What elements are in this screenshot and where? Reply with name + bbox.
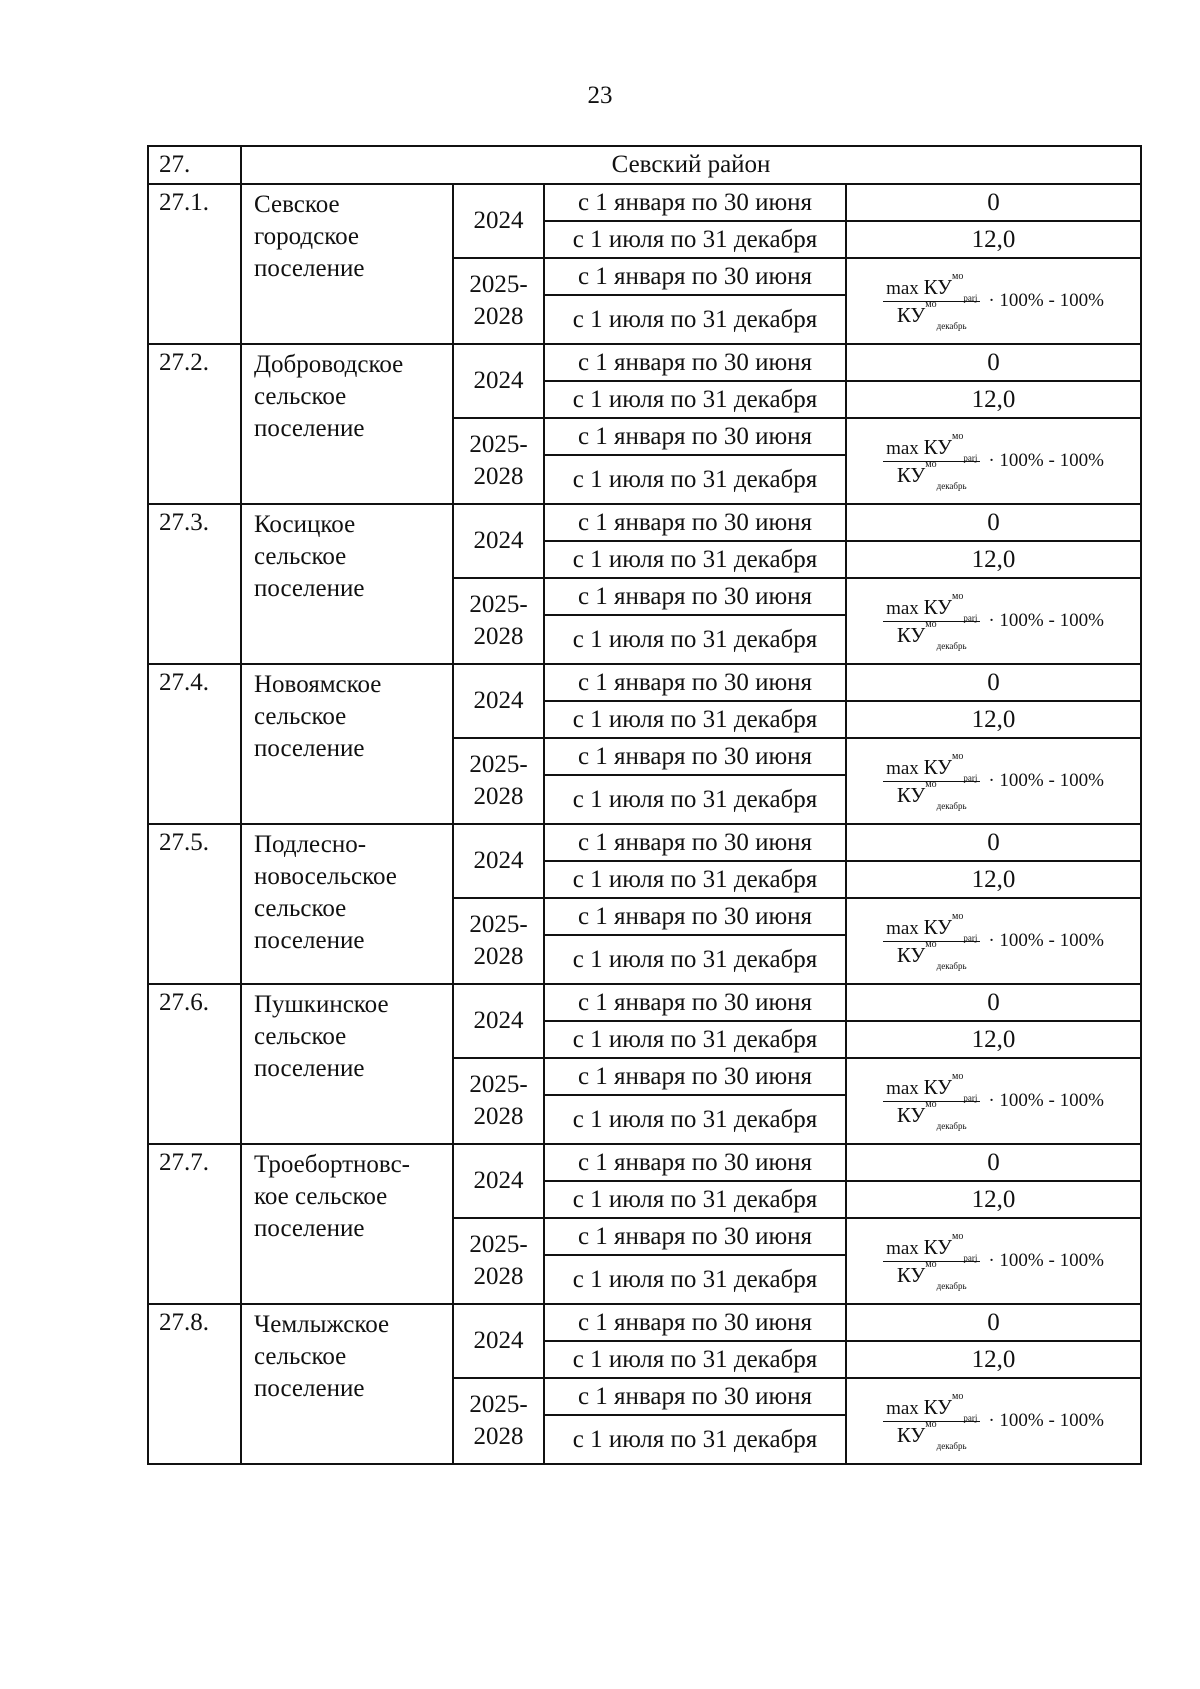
period-text: с 1 января по 30 июня [577, 188, 813, 216]
formula-sub: раrj [963, 772, 978, 783]
period-row-1 [148, 984, 1141, 1021]
year-range-start: 2025- [469, 1391, 528, 1418]
period-jul-dec [544, 1341, 846, 1378]
formula [853, 1070, 1134, 1131]
value-text: 0 [987, 188, 1000, 216]
formula-sup: мо [952, 910, 964, 922]
formula-denominator [896, 458, 967, 491]
period-row-1 [148, 184, 1141, 221]
formula-ku: КУ [923, 914, 953, 939]
formula-numerator [883, 750, 980, 783]
formula-ku: КУ [896, 302, 926, 327]
value-jul-dec [846, 1021, 1141, 1058]
formula-fraction [883, 750, 980, 811]
formula-sub: раrj [963, 1092, 978, 1103]
formula-ku: КУ [923, 754, 953, 779]
period-jan-jun [544, 184, 846, 221]
formula-rest: · 100% - 100% [988, 1250, 1104, 1271]
formula-sub: декабрь [936, 960, 967, 971]
year-range [453, 578, 544, 664]
settlement-number-text: 27.8. [159, 1309, 209, 1336]
formula-denominator [896, 298, 967, 331]
period-jul-dec [544, 221, 846, 258]
year-2024 [453, 184, 544, 258]
formula-rest: · 100% - 100% [988, 1410, 1104, 1431]
formula-sup: мо [925, 778, 937, 790]
formula-fraction [883, 1390, 980, 1451]
period-jul-dec [544, 295, 846, 344]
formula-denominator [896, 778, 967, 811]
period-jul-dec [544, 615, 846, 664]
formula-sub: раrj [963, 292, 978, 303]
year-2024 [453, 1144, 544, 1218]
formula-sup: мо [925, 458, 937, 470]
year-2024-text: 2024 [473, 847, 524, 874]
period-text: с 1 января по 30 июня [577, 1222, 813, 1250]
formula-max: max [886, 597, 919, 619]
formula-sub: декабрь [936, 1120, 967, 1131]
formula-ku: КУ [923, 1074, 953, 1099]
period-text: с 1 января по 30 июня [577, 262, 813, 290]
year-range-start: 2025- [469, 751, 528, 778]
period-text: с 1 июля по 31 декабря [572, 305, 818, 333]
year-range-end: 2028 [473, 1103, 524, 1130]
period-text: с 1 июля по 31 декабря [572, 545, 818, 573]
formula-cell [846, 578, 1141, 664]
period-text: с 1 июля по 31 декабря [572, 785, 818, 813]
formula [853, 1390, 1134, 1451]
formula-sup: мо [952, 270, 964, 282]
value-jan-jun [846, 1304, 1141, 1341]
period-text: с 1 января по 30 июня [577, 742, 813, 770]
value-jul-dec [846, 221, 1141, 258]
year-2024 [453, 1304, 544, 1378]
formula-ku: КУ [896, 782, 926, 807]
settlement-number [148, 504, 241, 664]
formula-sup: мо [952, 750, 964, 762]
formula-sup: мо [925, 938, 937, 950]
value-jul-dec [846, 861, 1141, 898]
formula [853, 910, 1134, 971]
formula-sub: раrj [963, 1412, 978, 1423]
formula-cell [846, 258, 1141, 344]
year-2024-text: 2024 [473, 1167, 524, 1194]
value-jan-jun [846, 824, 1141, 861]
formula [853, 270, 1134, 331]
period-row-1 [148, 1304, 1141, 1341]
formula-ku: КУ [896, 1262, 926, 1287]
period-text: с 1 июля по 31 декабря [572, 1105, 818, 1133]
year-range [453, 898, 544, 984]
period-jan-jun [544, 738, 846, 775]
period-row-1 [148, 1144, 1141, 1181]
formula-sub: раrj [963, 932, 978, 943]
period-jan-jun [544, 824, 846, 861]
formula-numerator [883, 1390, 980, 1423]
formula-cell [846, 898, 1141, 984]
year-range-end: 2028 [473, 1263, 524, 1290]
year-range-start: 2025- [469, 1071, 528, 1098]
formula-sub: раrj [963, 452, 978, 463]
settlement-name-text: Троебортновс-кое сельское поселение [254, 1151, 410, 1242]
period-text: с 1 июля по 31 декабря [572, 225, 818, 253]
formula-denominator [896, 1418, 967, 1451]
district-number: 27. [148, 146, 241, 184]
period-text: с 1 января по 30 июня [577, 508, 813, 536]
year-range-end: 2028 [473, 783, 524, 810]
period-jan-jun [544, 344, 846, 381]
value-jul-dec [846, 701, 1141, 738]
formula-ku: КУ [896, 1102, 926, 1127]
formula [853, 430, 1134, 491]
page-number: 23 [587, 82, 613, 109]
year-range-end: 2028 [473, 463, 524, 490]
value-text: 12,0 [971, 705, 1016, 733]
year-range-start: 2025- [469, 911, 528, 938]
value-text: 0 [987, 508, 1000, 536]
period-jul-dec [544, 1095, 846, 1144]
formula-ku: КУ [896, 462, 926, 487]
formula-cell [846, 1218, 1141, 1304]
value-jan-jun [846, 504, 1141, 541]
period-row-1 [148, 664, 1141, 701]
period-text: с 1 января по 30 июня [577, 1148, 813, 1176]
formula-rest: · 100% - 100% [988, 770, 1104, 791]
period-jul-dec [544, 861, 846, 898]
period-row-1 [148, 344, 1141, 381]
formula-denominator [896, 938, 967, 971]
period-text: с 1 июля по 31 декабря [572, 1025, 818, 1053]
period-jul-dec [544, 381, 846, 418]
formula [853, 590, 1134, 651]
formula-rest: · 100% - 100% [988, 1090, 1104, 1111]
period-text: с 1 июля по 31 декабря [572, 1265, 818, 1293]
formula-fraction [883, 270, 980, 331]
year-2024-text: 2024 [473, 1327, 524, 1354]
formula-cell [846, 1058, 1141, 1144]
formula-sup: мо [952, 1390, 964, 1402]
formula-cell [846, 418, 1141, 504]
period-text: с 1 января по 30 июня [577, 422, 813, 450]
formula-fraction [883, 590, 980, 651]
settlement-name [241, 984, 453, 1144]
settlement-name-text: Севское городское поселение [254, 191, 365, 282]
settlement-number [148, 1144, 241, 1304]
period-text: с 1 января по 30 июня [577, 348, 813, 376]
year-range-end: 2028 [473, 623, 524, 650]
period-jul-dec [544, 1181, 846, 1218]
settlement-name [241, 664, 453, 824]
year-range-end: 2028 [473, 943, 524, 970]
formula-sub: декабрь [936, 640, 967, 651]
year-2024-text: 2024 [473, 367, 524, 394]
period-jul-dec [544, 935, 846, 984]
value-jul-dec [846, 541, 1141, 578]
value-text: 0 [987, 348, 1000, 376]
value-jul-dec [846, 1181, 1141, 1218]
settlement-name [241, 184, 453, 344]
period-jul-dec [544, 1415, 846, 1464]
formula-max: max [886, 1237, 919, 1259]
period-jan-jun [544, 1218, 846, 1255]
formula-rest: · 100% - 100% [988, 450, 1104, 471]
period-row-1 [148, 824, 1141, 861]
formula-sup: мо [952, 1230, 964, 1242]
settlement-name-text: Доброводское сельское поселение [254, 351, 404, 442]
period-jan-jun [544, 418, 846, 455]
settlement-name-text: Пушкинское сельское поселение [254, 991, 389, 1082]
period-text: с 1 июля по 31 декабря [572, 385, 818, 413]
period-jul-dec [544, 1255, 846, 1304]
settlement-number-text: 27.6. [159, 989, 209, 1016]
formula-ku: КУ [923, 434, 953, 459]
settlement-name [241, 1304, 453, 1464]
formula-max: max [886, 1077, 919, 1099]
period-text: с 1 июля по 31 декабря [572, 625, 818, 653]
formula-sup: мо [952, 590, 964, 602]
year-range [453, 1378, 544, 1464]
value-jan-jun [846, 184, 1141, 221]
value-text: 0 [987, 988, 1000, 1016]
value-text: 12,0 [971, 1185, 1016, 1213]
formula-numerator [883, 1230, 980, 1263]
formula-fraction [883, 430, 980, 491]
formula-sub: декабрь [936, 800, 967, 811]
formula-ku: КУ [896, 942, 926, 967]
period-jan-jun [544, 898, 846, 935]
value-jan-jun [846, 344, 1141, 381]
period-jan-jun [544, 578, 846, 615]
settlement-number [148, 824, 241, 984]
settlement-name [241, 824, 453, 984]
period-jan-jun [544, 258, 846, 295]
year-range-end: 2028 [473, 1423, 524, 1450]
settlement-number-text: 27.2. [159, 349, 209, 376]
year-range [453, 1058, 544, 1144]
formula-ku: КУ [923, 594, 953, 619]
formula-fraction [883, 1230, 980, 1291]
settlement-number-text: 27.3. [159, 509, 209, 536]
formula-cell [846, 738, 1141, 824]
formula-cell [846, 1378, 1141, 1464]
period-jan-jun [544, 984, 846, 1021]
period-jan-jun [544, 1304, 846, 1341]
year-2024 [453, 984, 544, 1058]
year-range [453, 1218, 544, 1304]
period-jul-dec [544, 1021, 846, 1058]
formula [853, 1230, 1134, 1291]
formula-denominator [896, 1098, 967, 1131]
formula-max: max [886, 277, 919, 299]
settlement-name [241, 344, 453, 504]
formula-rest: · 100% - 100% [988, 610, 1104, 631]
district-header-row [148, 146, 1141, 184]
year-2024 [453, 504, 544, 578]
settlement-name-text: Новоямское сельское поселение [254, 671, 382, 762]
formula-sub: декабрь [936, 480, 967, 491]
formula-ku: КУ [923, 274, 953, 299]
value-text: 12,0 [971, 1345, 1016, 1373]
value-text: 12,0 [971, 865, 1016, 893]
period-text: с 1 июля по 31 декабря [572, 1185, 818, 1213]
formula-sup: мо [925, 1098, 937, 1110]
year-2024 [453, 664, 544, 738]
formula-sup: мо [925, 1418, 937, 1430]
period-text: с 1 июля по 31 декабря [572, 865, 818, 893]
value-text: 0 [987, 668, 1000, 696]
period-text: с 1 января по 30 июня [577, 1062, 813, 1090]
formula-ku: КУ [896, 622, 926, 647]
value-text: 12,0 [971, 545, 1016, 573]
year-2024 [453, 344, 544, 418]
formula-sub: декабрь [936, 1280, 967, 1291]
period-jan-jun [544, 1144, 846, 1181]
settlement-number-text: 27.5. [159, 829, 209, 856]
settlement-name-text: Косицкое сельское поселение [254, 511, 365, 602]
period-text: с 1 января по 30 июня [577, 582, 813, 610]
settlement-number-text: 27.1. [159, 189, 209, 216]
formula-numerator [883, 1070, 980, 1103]
settlement-name-text: Чемлыжское сельское поселение [254, 1311, 390, 1402]
period-text: с 1 июля по 31 декабря [572, 705, 818, 733]
settlement-number [148, 344, 241, 504]
formula-sup: мо [925, 1258, 937, 1270]
formula-numerator [883, 270, 980, 303]
settlement-name [241, 504, 453, 664]
formula-sub: декабрь [936, 1440, 967, 1451]
period-text: с 1 января по 30 июня [577, 902, 813, 930]
formula-ku: КУ [923, 1394, 953, 1419]
period-jan-jun [544, 664, 846, 701]
settlement-name-text: Подлесно-новосельское сельское поселение [254, 831, 397, 954]
value-text: 12,0 [971, 225, 1016, 253]
period-jan-jun [544, 1378, 846, 1415]
formula-ku: КУ [923, 1234, 953, 1259]
settlement-number [148, 184, 241, 344]
period-jul-dec [544, 455, 846, 504]
period-text: с 1 января по 30 июня [577, 988, 813, 1016]
formula-max: max [886, 917, 919, 939]
period-text: с 1 июля по 31 декабря [572, 945, 818, 973]
year-range-start: 2025- [469, 591, 528, 618]
period-text: с 1 июля по 31 декабря [572, 465, 818, 493]
value-text: 0 [987, 1308, 1000, 1336]
settlement-name [241, 1144, 453, 1304]
period-row-1 [148, 504, 1141, 541]
period-text: с 1 января по 30 июня [577, 668, 813, 696]
year-range [453, 258, 544, 344]
settlement-number [148, 984, 241, 1144]
period-jul-dec [544, 701, 846, 738]
tariff-table [147, 145, 1142, 1465]
year-range-start: 2025- [469, 271, 528, 298]
settlement-number [148, 664, 241, 824]
year-2024-text: 2024 [473, 527, 524, 554]
value-jan-jun [846, 984, 1141, 1021]
value-jan-jun [846, 664, 1141, 701]
year-2024-text: 2024 [473, 687, 524, 714]
formula-max: max [886, 757, 919, 779]
period-jul-dec [544, 541, 846, 578]
period-text: с 1 января по 30 июня [577, 828, 813, 856]
formula-numerator [883, 430, 980, 463]
period-jan-jun [544, 1058, 846, 1095]
formula-denominator [896, 618, 967, 651]
formula-rest: · 100% - 100% [988, 930, 1104, 951]
year-2024 [453, 824, 544, 898]
value-text: 0 [987, 828, 1000, 856]
value-text: 12,0 [971, 385, 1016, 413]
value-text: 0 [987, 1148, 1000, 1176]
formula-rest: · 100% - 100% [988, 290, 1104, 311]
year-range-start: 2025- [469, 1231, 528, 1258]
settlement-number-text: 27.7. [159, 1149, 209, 1176]
year-2024-text: 2024 [473, 1007, 524, 1034]
year-range [453, 738, 544, 824]
formula-fraction [883, 1070, 980, 1131]
formula-sub: раrj [963, 612, 978, 623]
year-range-end: 2028 [473, 303, 524, 330]
period-jul-dec [544, 775, 846, 824]
formula-denominator [896, 1258, 967, 1291]
value-jul-dec [846, 381, 1141, 418]
formula-sup: мо [952, 430, 964, 442]
period-text: с 1 июля по 31 декабря [572, 1345, 818, 1373]
formula-max: max [886, 437, 919, 459]
period-text: с 1 июля по 31 декабря [572, 1425, 818, 1453]
formula-sup: мо [952, 1070, 964, 1082]
district-name: Севский район [241, 146, 1141, 184]
year-2024-text: 2024 [473, 207, 524, 234]
formula-sup: мо [925, 618, 937, 630]
formula-sub: декабрь [936, 320, 967, 331]
year-range [453, 418, 544, 504]
period-text: с 1 января по 30 июня [577, 1382, 813, 1410]
formula-sup: мо [925, 298, 937, 310]
value-text: 12,0 [971, 1025, 1016, 1053]
period-text: с 1 января по 30 июня [577, 1308, 813, 1336]
formula-numerator [883, 910, 980, 943]
formula-ku: КУ [896, 1422, 926, 1447]
value-jan-jun [846, 1144, 1141, 1181]
formula-fraction [883, 910, 980, 971]
value-jul-dec [846, 1341, 1141, 1378]
formula-sub: раrj [963, 1252, 978, 1263]
formula-max: max [886, 1397, 919, 1419]
settlement-number-text: 27.4. [159, 669, 209, 696]
formula [853, 750, 1134, 811]
settlement-number [148, 1304, 241, 1464]
year-range-start: 2025- [469, 431, 528, 458]
formula-numerator [883, 590, 980, 623]
period-jan-jun [544, 504, 846, 541]
